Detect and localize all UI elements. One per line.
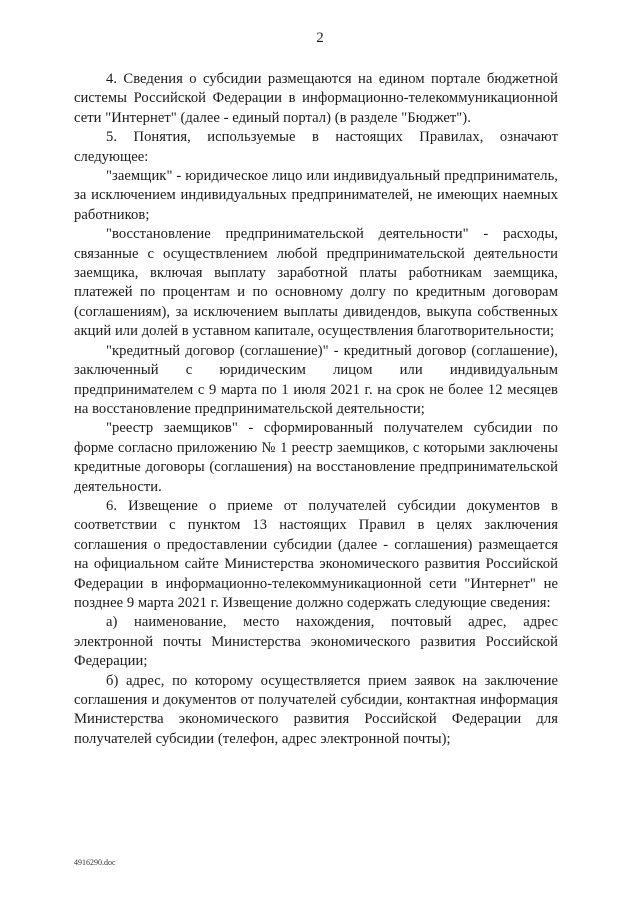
paragraph-6: 6. Извещение о приеме от получателей субсидии документов в соответствии с пунктом 13 настоящих Правил в целях заключения соглашения о предоставлении субсидии (далее - соглашения) размещается на официальном сайте Министерства экономического развития Российской Федерации в информационно-телекоммуникационной сети "Интернет" не позднее 9 марта 2021 г. Извещение должно содержать следующие сведения: [74,497,558,611]
definition-borrower: "заемщик" - юридическое лицо или индивидуальный предприниматель, за исключением индивидуальных предпринимателей, не имеющих наемных работников; [74,168,558,223]
subitem-b: б) адрес, по которому осуществляется прием заявок на заключение соглашения и документов от получателей субсидии, контактная информация Министерства экономического развития Российской Федерации для получателей субсидии (телефон, адрес электронной почты); [74,672,558,747]
definition-borrower-registry: "реестр заемщиков" - сформированный получателем субсидии по форме согласно приложению № 1 реестр заемщиков, с которыми заключены кредитные договоры (соглашения) на восстановление предпринимательской деятельности. [74,420,558,495]
paragraph-4: 4. Сведения о субсидии размещаются на едином портале бюджетной системы Российской Федерации в информационно-телекоммуникационной сети "Интернет" (далее - единый портал) (в разделе "Бюджет"). [74,71,558,126]
paragraph-5: 5. Понятия, используемые в настоящих Правилах, означают следующее: [74,129,558,165]
page-number: 2 [316,30,324,46]
subitem-a: а) наименование, место нахождения, почтовый адрес, адрес электронной почты Министерства экономического развития Российской Федерации; [74,614,558,670]
definition-business-recovery: "восстановление предпринимательской деятельности" - расходы, связанные с осуществлением любой предпринимательской деятельности заемщика, включая выплату заработной платы работникам заемщика, платежей по процентам и по основному долгу по кредитным договорам (соглашениям), за исключением выплаты дивидендов, выкупа собственных акций или долей в уставном капитале, осуществления благотворительности; [74,226,558,340]
document-body [74,70,558,749]
footer-file-code: 4916290.doc [74,858,116,867]
definition-credit-agreement: "кредитный договор (соглашение)" - кредитный договор (соглашение), заключенный с юридическим лицом или индивидуальным предпринимателем с 9 марта по 1 июля 2021 г. на срок не более 12 месяцев на восстановление предпринимательской деятельности; [74,342,558,417]
